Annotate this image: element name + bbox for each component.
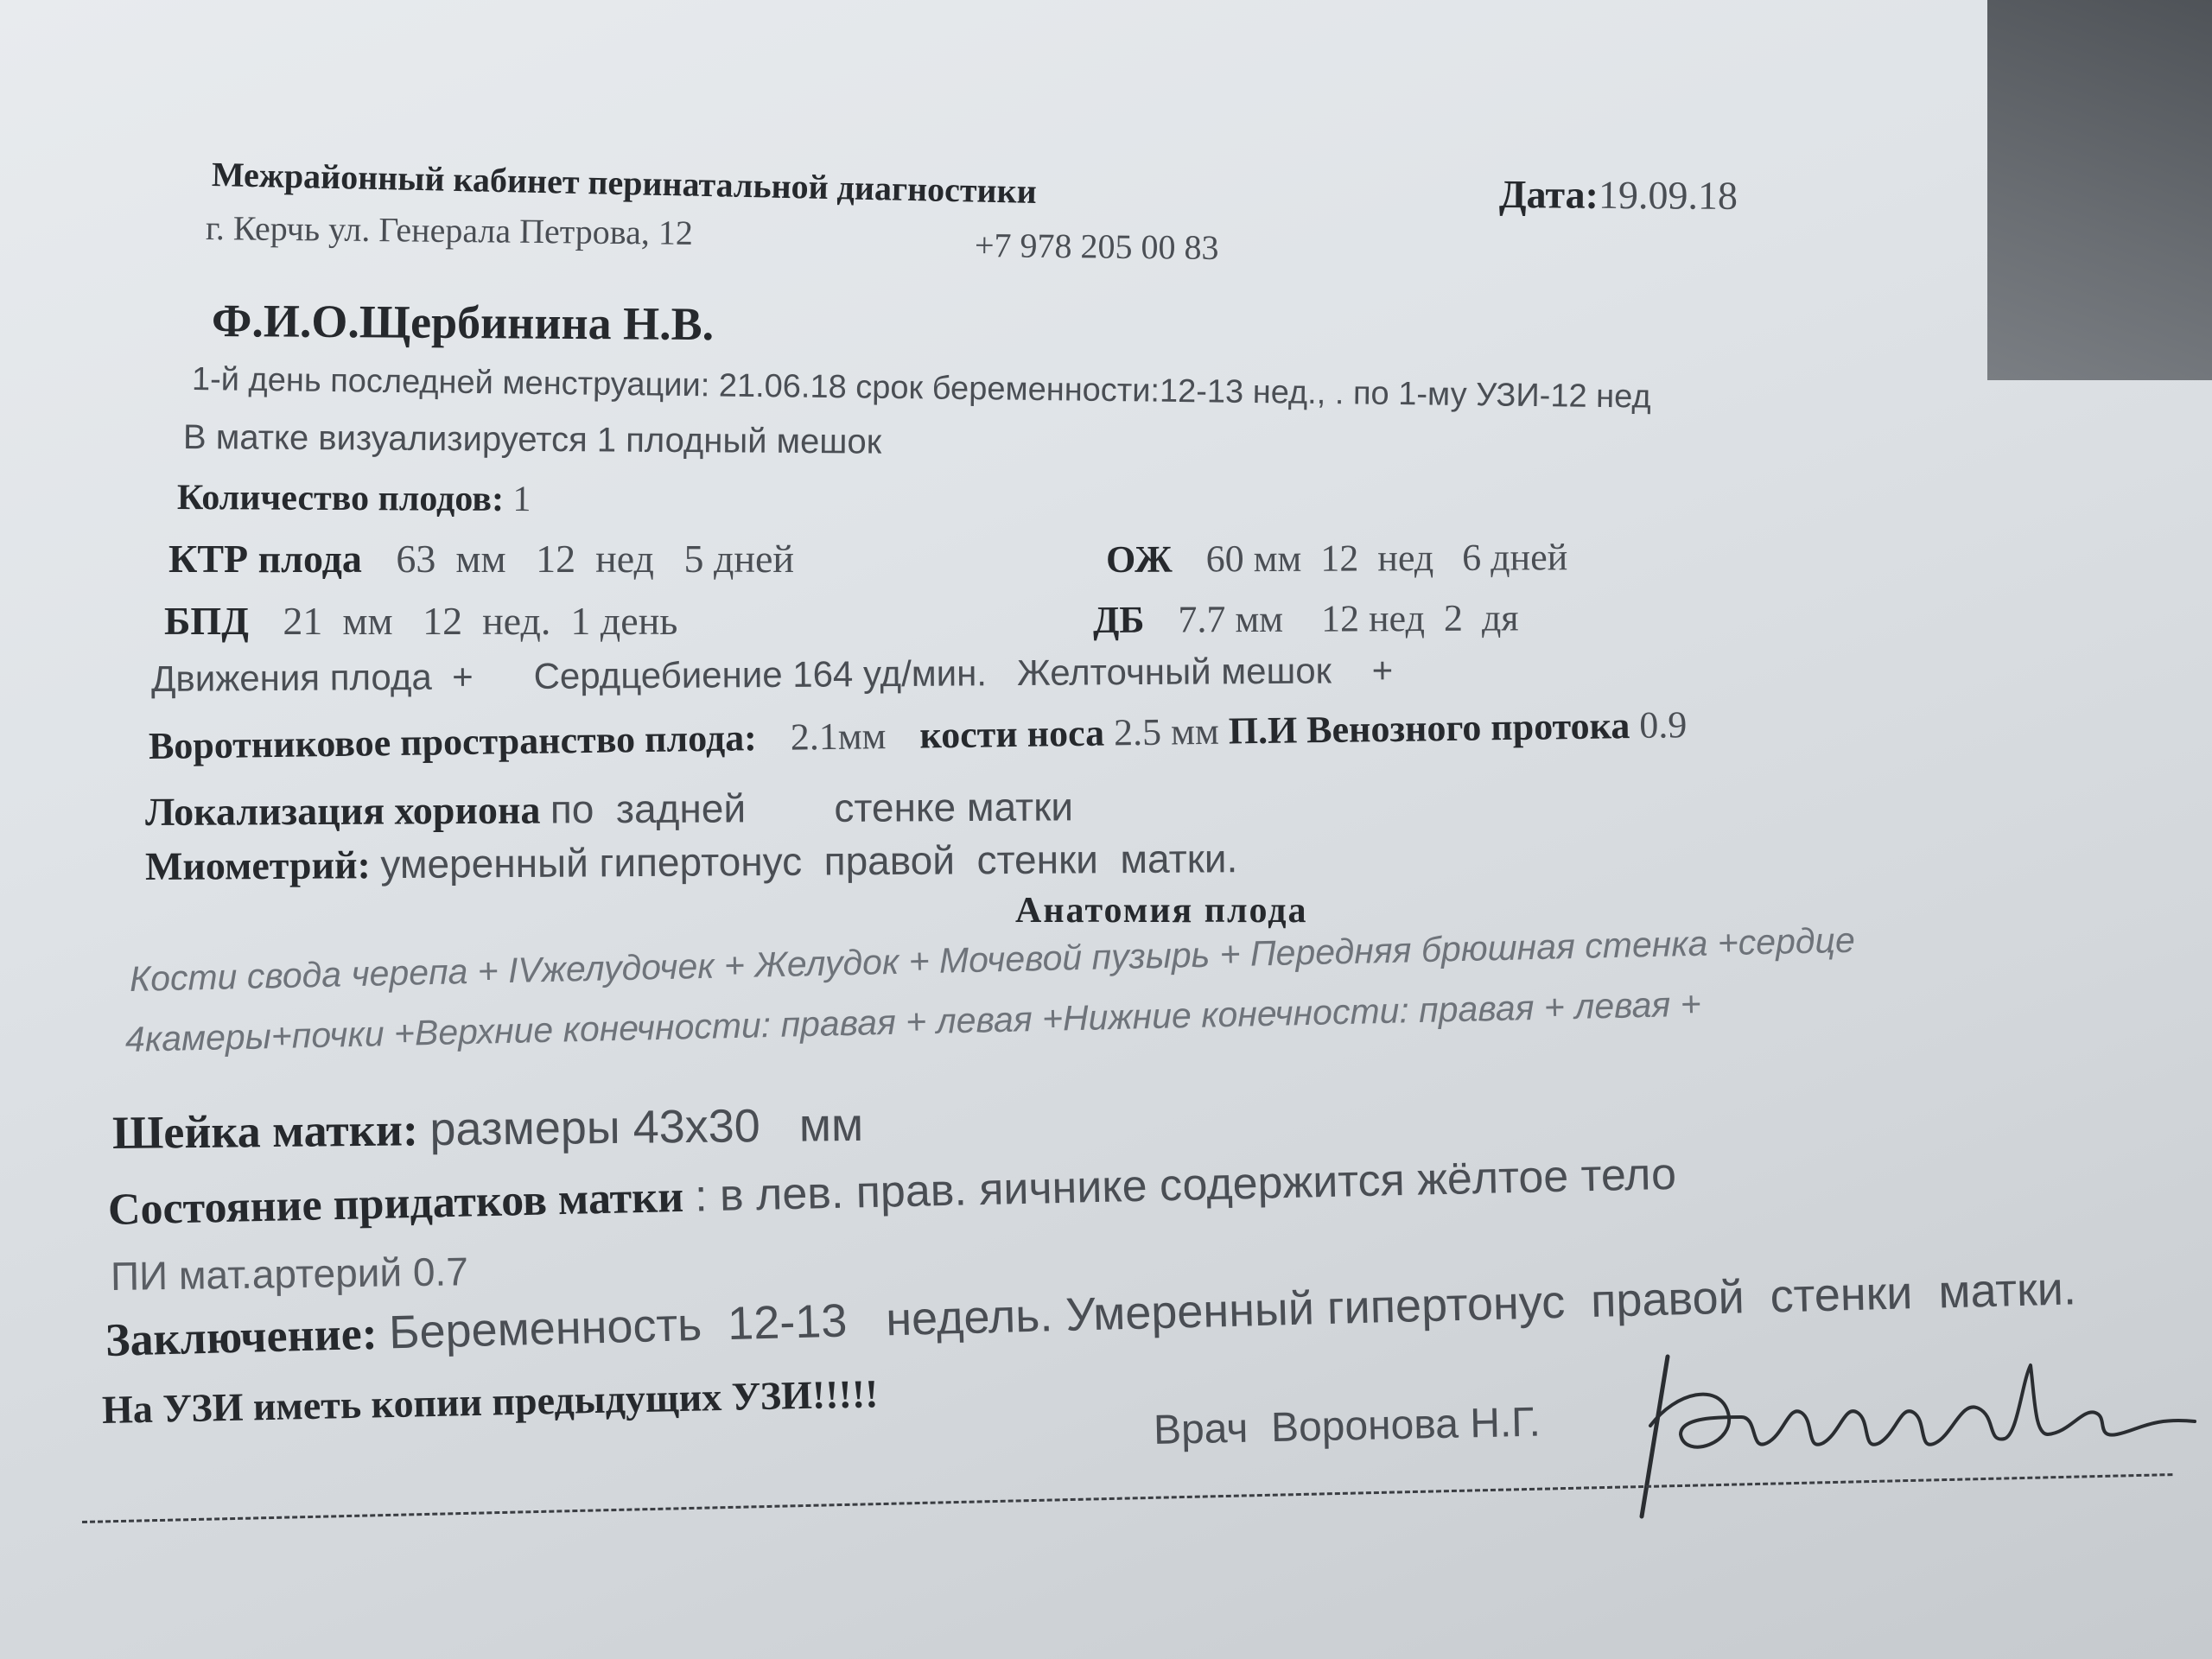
fio-value: Щербинина Н.В. <box>359 296 715 351</box>
myometrium-label: Миометрий: <box>144 842 372 888</box>
nose-label: кости носа <box>919 711 1105 757</box>
nt-label: Воротниковое пространство плода: <box>148 716 758 767</box>
doctor-signature <box>1599 1331 2203 1529</box>
adnexa-label: Состояние придатков матки <box>107 1172 684 1235</box>
bpd-row <box>164 598 677 644</box>
ktr-label: КТР плода <box>168 537 362 581</box>
chorion-row <box>145 783 1073 835</box>
chorion-value: по задней стенке матки <box>550 784 1074 832</box>
date-label: Дата: <box>1498 172 1599 217</box>
cervix-label: Шейка матки: <box>111 1103 419 1159</box>
header-phone: +7 978 205 00 83 <box>974 226 1219 267</box>
bpd-value: 21 мм 12 нед. 1 день <box>283 599 678 643</box>
ktr-value: 63 мм 12 нед 5 дней <box>396 537 794 581</box>
uterus-line: В матке визуализируется 1 плодный мешок <box>182 418 882 461</box>
pi-venous-value: 0.9 <box>1638 703 1688 747</box>
fetus-count-value: 1 <box>512 480 531 520</box>
db-value: 7.7 мм 12 нед 2 дя <box>1178 596 1519 641</box>
header-address: г. Керчь ул. Генерала Петрова, 12 <box>205 208 694 252</box>
header-org: Межрайонный кабинет перинатальной диагностики <box>211 155 1038 211</box>
ozh-label: ОЖ <box>1105 537 1173 581</box>
cervix-row <box>112 1098 864 1160</box>
patient-name <box>212 294 715 351</box>
anatomy-title: Анатомия плода <box>1015 891 1308 931</box>
db-label: ДБ <box>1092 598 1145 641</box>
fio-label: Ф.И.О. <box>211 295 360 348</box>
nose-value: 2.5 мм <box>1113 709 1220 754</box>
adnexa-value: : в лев. прав. яичнике содержится жёлтое тело <box>694 1148 1677 1222</box>
ozh-row <box>1106 535 1567 582</box>
background-surface <box>1987 0 2212 380</box>
header-date <box>1499 171 1738 219</box>
date-value: 19.09.18 <box>1598 172 1738 218</box>
bpd-label: БПД <box>164 599 249 643</box>
anatomy-line-1: Кости свода черепа + IVжелудочек + Желудок + Мочевой пузырь + Передняя брюшная стенка +сердце <box>129 919 1856 999</box>
pi-venous-label: П.И Венозного протока <box>1228 704 1630 753</box>
movement-line: Движения плода + Сердцебиение 164 уд/мин. Желточный мешок + <box>150 649 1394 699</box>
ozh-value: 60 мм 12 нед 6 дней <box>1205 536 1568 581</box>
conclusion-value: Беременность 12-13 недель. Умеренный гипертонус правой стенки матки. <box>388 1262 2077 1359</box>
fetus-count-label: Количество плодов: <box>176 478 505 519</box>
anatomy-line-2: 4камеры+почки +Верхние конечности: правая + левая +Нижние конечности: правая + левая + <box>124 983 1702 1059</box>
myometrium-row <box>145 835 1238 889</box>
cervix-value: размеры 43х30 мм <box>429 1098 864 1156</box>
menstruation-line: 1-й день последней менструации: 21.06.18 срок беременности:12-13 нед., . по 1-му УЗИ-12 нед <box>191 361 1651 416</box>
db-row <box>1093 595 1519 642</box>
conclusion-label: Заключение: <box>105 1306 378 1366</box>
ktr-row <box>168 536 794 582</box>
note-line: На УЗИ иметь копии предыдущих УЗИ!!!!! <box>101 1371 879 1432</box>
pi-arteries: ПИ мат.артерий 0.7 <box>110 1249 469 1299</box>
myometrium-value: умеренный гипертонус правой стенки матки. <box>380 836 1238 887</box>
nt-value: 2.1мм <box>790 715 887 759</box>
fetus-count <box>177 477 531 520</box>
doctor-line: Врач Воронова Н.Г. <box>1153 1399 1541 1453</box>
chorion-label: Локализация хориона <box>144 787 541 834</box>
